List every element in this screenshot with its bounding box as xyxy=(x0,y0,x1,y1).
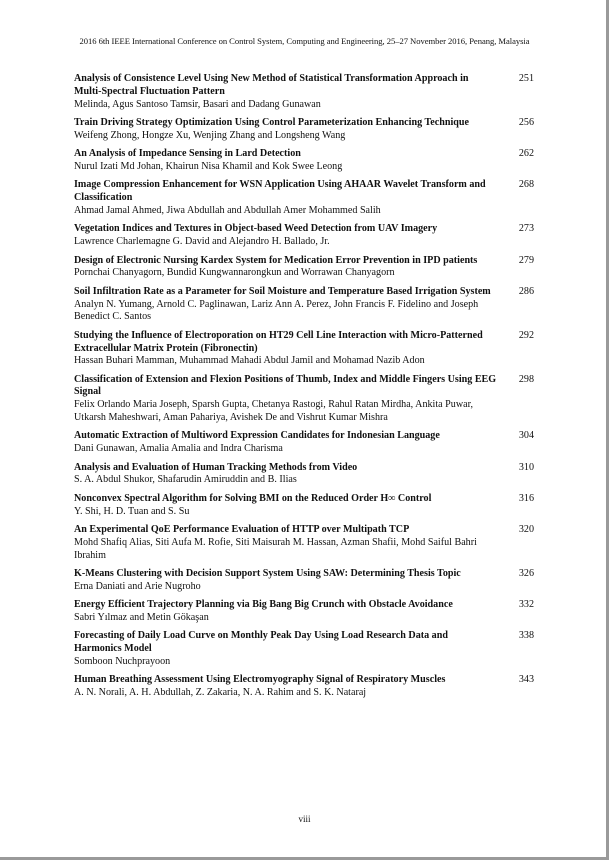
paper-title: Analysis and Evaluation of Human Tracking Methods from Video xyxy=(74,461,358,473)
paper-authors: Pornchai Chanyagorn, Bundid Kungwannarongkun and Worrawan Chanyagorn xyxy=(74,267,395,279)
page-number: 279 xyxy=(518,254,534,266)
toc-entry xyxy=(74,255,534,281)
paper-title: Nonconvex Spectral Algorithm for Solving BMI on the Reduced Order H∞ Control xyxy=(74,492,432,504)
toc-entry xyxy=(74,430,534,456)
toc-entry xyxy=(74,286,534,324)
toc-entry xyxy=(74,374,534,425)
paper-title: An Analysis of Impedance Sensing in Lard Detection xyxy=(74,148,301,160)
toc-entry xyxy=(74,630,534,668)
toc-entry xyxy=(74,148,534,174)
toc-entry xyxy=(74,568,534,594)
toc-entry xyxy=(74,599,534,625)
paper-authors: Melinda, Agus Santoso Tamsir, Basari and Dadang Gunawan xyxy=(74,98,321,110)
toc-entry xyxy=(74,524,534,562)
paper-authors: Dani Gunawan, Amalia Amalia and Indra Charisma xyxy=(74,443,283,455)
paper-authors: Sabri Yılmaz and Metin Gökaşan xyxy=(74,612,209,623)
paper-title: Studying the Influence of Electroporation on HT29 Cell Line Interaction with Micro-Patterned Extracellular Matrix Protein (Fibronectin) xyxy=(74,329,483,354)
page-number: 338 xyxy=(518,630,534,642)
paper-authors: Analyn N. Yumang, Arnold C. Paglinawan, Lariz Ann A. Perez, John Francis F. Fidelino and Joseph Benedict C. Santos xyxy=(74,298,479,323)
paper-authors: S. A. Abdul Shukor, Shafarudin Amiruddin and B. Ilias xyxy=(74,474,297,486)
paper-authors: Ahmad Jamal Ahmed, Jiwa Abdullah and Abdullah Amer Mohammed Salih xyxy=(74,204,381,216)
toc-entry xyxy=(74,493,534,519)
page-number: 316 xyxy=(518,492,534,504)
paper-title: Soil Infiltration Rate as a Parameter for Soil Moisture and Temperature Based Irrigation System xyxy=(74,285,491,297)
paper-title: Automatic Extraction of Multiword Expression Candidates for Indonesian Language xyxy=(74,430,440,442)
toc-entry xyxy=(74,179,534,217)
paper-title: Energy Efficient Trajectory Planning via Big Bang Big Crunch with Obstacle Avoidance xyxy=(74,599,453,611)
paper-authors: Erna Daniati and Arie Nugroho xyxy=(74,580,201,592)
table-of-contents xyxy=(74,73,534,706)
toc-entry xyxy=(74,674,534,700)
paper-authors: Lawrence Charlemagne G. David and Alejandro H. Ballado, Jr. xyxy=(74,236,330,248)
page-number: 332 xyxy=(518,599,534,611)
page-footer-number: viii xyxy=(298,814,311,824)
page-number: 268 xyxy=(518,179,534,191)
toc-entry xyxy=(74,330,534,368)
conference-header: 2016 6th IEEE International Conference on Control System, Computing and Engineering, 25–27 November 2016, Penang, Malaysia xyxy=(79,36,530,46)
page-number: 292 xyxy=(518,329,534,341)
paper-title: An Experimental QoE Performance Evaluation of HTTP over Multipath TCP xyxy=(74,524,410,536)
toc-entry xyxy=(74,73,534,111)
page-number: 320 xyxy=(518,524,534,536)
toc-entry xyxy=(74,223,534,249)
paper-title: Design of Electronic Nursing Kardex System for Medication Error Prevention in IPD patients xyxy=(74,254,478,266)
page-number: 251 xyxy=(518,73,534,84)
page-number: 310 xyxy=(518,461,534,473)
toc-entry xyxy=(74,462,534,488)
page-number: 326 xyxy=(518,568,534,580)
paper-authors: Nurul Izati Md Johan, Khairun Nisa Khamil and Kok Swee Leong xyxy=(74,160,343,172)
paper-authors: Mohd Shafiq Alias, Siti Aufa M. Rofie, Siti Maisurah M. Hassan, Azman Shafii, Mohd Saiful Bahri Ibrahim xyxy=(74,536,477,561)
paper-title: Image Compression Enhancement for WSN Application Using AHAAR Wavelet Transform and Classification xyxy=(74,179,486,204)
paper-authors: Weifeng Zhong, Hongze Xu, Wenjing Zhang and Longsheng Wang xyxy=(74,129,346,141)
paper-authors: Y. Shi, H. D. Tuan and S. Su xyxy=(74,505,190,517)
toc-entry xyxy=(74,117,534,143)
page-number: 343 xyxy=(518,674,534,686)
page-number: 298 xyxy=(518,373,534,385)
page-number: 304 xyxy=(518,430,534,442)
page-number: 256 xyxy=(518,116,534,128)
paper-title: Train Driving Strategy Optimization Using Control Parameterization Enhancing Technique xyxy=(74,116,469,128)
paper-authors: Felix Orlando Maria Joseph, Sparsh Gupta, Chetanya Rastogi, Rahul Ratan Mirdha, Ankita Puwar, Utkarsh Maheshwari, Aman Pahariya, Avishek De and Vishrut Kumar Mishra xyxy=(74,399,474,424)
page-number: 273 xyxy=(518,223,534,235)
paper-title: Vegetation Indices and Textures in Object-based Weed Detection from UAV Imagery xyxy=(74,223,438,235)
paper-title: Human Breathing Assessment Using Electromyography Signal of Respiratory Muscles xyxy=(74,674,446,686)
paper-authors: Somboon Nuchprayoon xyxy=(74,655,171,667)
paper-title: Classification of Extension and Flexion Positions of Thumb, Index and Middle Fingers Using EEG Signal xyxy=(74,373,497,398)
paper-authors: Hassan Buhari Mamman, Muhammad Mahadi Abdul Jamil and Mohamad Nazib Adon xyxy=(74,355,425,367)
page-number: 262 xyxy=(518,148,534,160)
page-number: 286 xyxy=(518,285,534,297)
paper-title: Forecasting of Daily Load Curve on Monthly Peak Day Using Load Research Data and Harmonics Model xyxy=(74,630,448,655)
paper-title: Analysis of Consistence Level Using New Method of Statistical Transformation Approach in Multi-Spectral Fluctuation Pattern xyxy=(74,73,469,97)
paper-authors: A. N. Norali, A. H. Abdullah, Z. Zakaria, N. A. Rahim and S. K. Nataraj xyxy=(74,687,367,699)
paper-title: K-Means Clustering with Decision Support System Using SAW: Determining Thesis Topic xyxy=(74,568,461,580)
